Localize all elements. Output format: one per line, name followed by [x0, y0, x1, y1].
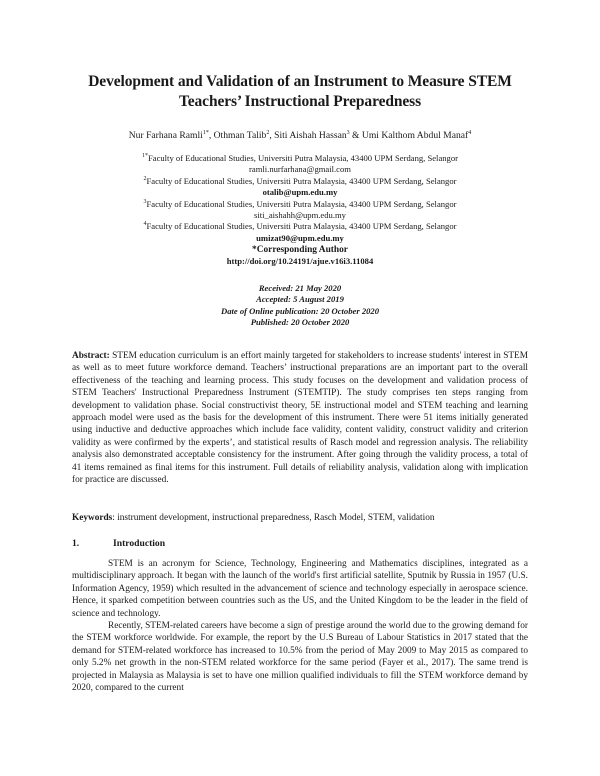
affiliation: [60, 199, 540, 210]
date-received: Received: 21 May 2020: [258, 283, 342, 293]
section-number: 1.: [72, 538, 80, 549]
section-title: Introduction: [113, 538, 166, 549]
affiliation-text: Faculty of Educational Studies, Universiti Putra Malaysia, 43400 UPM Serdang, Selangor: [146, 175, 457, 186]
abstract-label: Abstract:: [72, 351, 110, 361]
date-accepted: Accepted: 5 August 2019: [256, 294, 344, 305]
corresponding-author: *Corresponding Author: [252, 245, 348, 256]
author-name: Siti Aishah Hassan: [274, 130, 347, 141]
affiliation-sup: 4: [143, 221, 147, 228]
affiliation: [60, 221, 540, 232]
author-sup: 2: [266, 130, 270, 136]
author-name: Othman Talib: [213, 130, 267, 141]
keywords: [72, 512, 528, 524]
date-online: Date of Online publication: 20 October 2020: [220, 305, 380, 316]
affiliation-sup: 2: [143, 175, 147, 182]
publication-dates: [60, 283, 540, 329]
affiliation-email[interactable]: umizat90@upm.edu.my: [256, 232, 344, 243]
author-name: Umi Kalthom Abdul Manaf: [361, 130, 469, 141]
keywords-label: Keywords: [72, 513, 113, 523]
affiliation-text: Faculty of Educational Studies, Universiti Putra Malaysia, 43400 UPM Serdang, Selangor: [146, 221, 457, 232]
affiliation-text: Faculty of Educational Studies, Universiti Putra Malaysia, 43400 UPM Serdang, Selangor: [146, 198, 457, 209]
author-separator: ,: [269, 130, 275, 141]
title-line-1: Development and Validation of an Instrument to Measure STEM: [88, 73, 512, 90]
affiliation-email[interactable]: siti_aishahh@upm.edu.my: [254, 210, 346, 221]
affiliation-sup: 3: [143, 198, 147, 205]
author-sup: 4: [468, 130, 472, 136]
author-separator: &: [349, 130, 362, 141]
affiliation-sup: 1*: [141, 153, 148, 159]
section-heading: [72, 538, 528, 550]
paragraph: STEM is an acronym for Science, Technology, Engineering and Mathematics disciplines, integrated as a multidisciplinary approach. It began with the launch of the world's first artificial satellite, Sputnik by Russia in 1957 (U.S. Information Agency, 1959) which resulted in the advancement of science and technology especially in aerospace science. Hence, it sparked competition between countries such as the US, and the United Kingdom to be the leader in the field of science and technology.: [72, 559, 528, 619]
affiliation-text: Faculty of Educational Studies, Universiti Putra Malaysia, 43400 UPM Serdang, Selangor: [147, 153, 459, 163]
author-sup: 3: [346, 130, 350, 136]
doi-link[interactable]: http://doi.org/10.24191/ajue.v16i3.11084: [226, 256, 374, 267]
affiliation: [60, 176, 540, 187]
keywords-text: : instrument development, instructional preparedness, Rasch Model, STEM, validation: [112, 513, 435, 523]
affiliation-email[interactable]: ramli.nurfarhana@gmail.com: [249, 164, 351, 175]
affiliation: [60, 153, 540, 164]
title-line-2: Teachers’ Instructional Preparedness: [178, 93, 422, 110]
body-text: [72, 558, 528, 694]
date-published: Published: 20 October 2020: [250, 317, 350, 328]
affiliation-email[interactable]: otalib@upm.edu.my: [262, 187, 338, 198]
abstract-text: STEM education curriculum is an effort mainly targeted for stakeholders to increase students' interest in STEM as well as to meet future workforce demand. Teachers’ instructional preparations are an important part to the overall effectiveness of the teaching and learning process. This study focuses on the development and validation process of STEM Teachers' Instructional Preparedness Instrument (STEMTIP). The study comprises ten steps ranging from development to validation phase. Social constructivist theory, 5E instructional model and STEM teaching and learning approach model were used as the basis for the development of this instrument. There were 51 items initially generated using inductive and deductive approaches which include face validity, content validity, construct validity and criterion validity as were confirmed by the experts’, and statistical results of Rasch model and regression analysis. The reliability analysis also demonstrated acceptable consistency for the instrument. After going through the validity process, a total of 41 items remained as final items for this instrument. Full details of reliability analysis, validation along with implication for practice are discussed.: [72, 351, 528, 486]
author-name: Nur Farhana Ramli: [128, 130, 203, 141]
abstract: [72, 350, 528, 486]
author-list: [60, 130, 540, 142]
author-sup: 1*: [202, 130, 209, 136]
affiliations: [60, 153, 540, 268]
author-separator: ,: [208, 130, 214, 141]
paragraph: Recently, STEM-related careers have become a sign of prestige around the world due to the growing demand for the STEM workforce worldwide. For example, the report by the U.S Bureau of Labour Statistics in 2017 stated that the demand for STEM-related workforce has increased to 10.5% from the period of May 2009 to May 2015 as compared to only 5.2% net growth in the non-STEM related workforce for the same period (Fayer et al., 2017). The same trend is projected in Malaysia as Malaysia is set to have one million qualified individuals to fill the STEM workforce demand by 2020, compared to the current: [72, 621, 528, 694]
paper-title: [60, 72, 540, 112]
